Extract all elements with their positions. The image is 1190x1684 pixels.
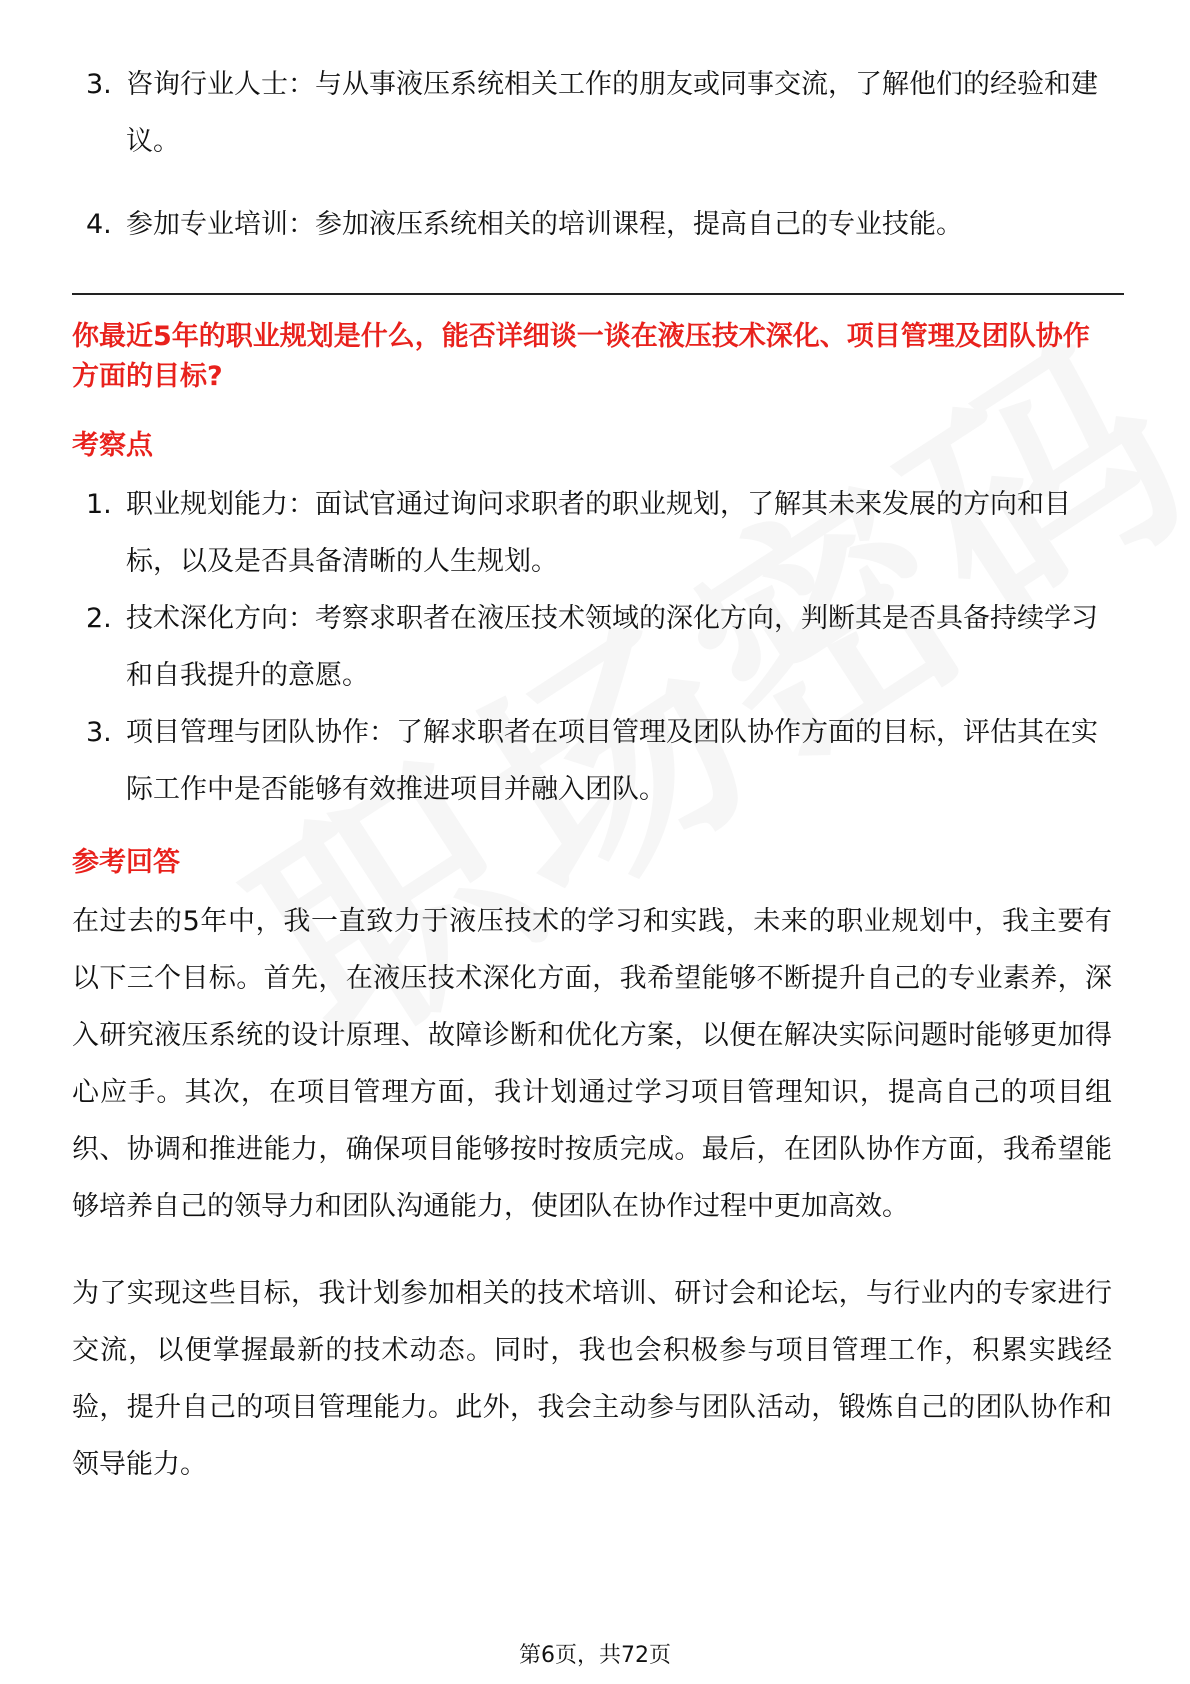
list-number: 1. (86, 488, 112, 520)
list-number: 2. (86, 602, 112, 634)
inspect-heading: 考察点 (72, 429, 153, 461)
list-item (72, 590, 1112, 704)
answer-heading: 参考回答 (72, 846, 180, 878)
list-text: 技术深化方向：考察求职者在液压技术领域的深化方向，判断其是否具备持续学习和自我提升的意愿。 (126, 602, 1098, 691)
list-item (72, 196, 1112, 253)
page-footer: 第6页，共72页 (519, 1643, 671, 1668)
list-number: 3. (86, 716, 112, 748)
answer-paragraph: 在过去的5年中，我一直致力于液压技术的学习和实践，未来的职业规划中，我主要有以下三个目标。首先，在液压技术深化方面，我希望能够不断提升自己的专业素养，深入研究液压系统的设计原理、故障诊断和优化方案，以便在解决实际问题时能够更加得心应手。其次，在项目管理方面，我计划通过学习项目管理知识，提高自己的项目组织、协调和推进能力，确保项目能够按时按质完成。最后，在团队协作方面，我希望能够培养自己的领导力和团队沟通能力，使团队在协作过程中更加高效。 (72, 905, 1112, 1222)
list-item (72, 704, 1112, 818)
page-content (72, 56, 1112, 1493)
list-text: 职业规划能力：面试官通过询问求职者的职业规划，了解其未来发展的方向和目标，以及是否具备清晰的人生规划。 (126, 488, 1071, 577)
list-number: 4. (86, 209, 112, 240)
list-text: 参加专业培训：参加液压系统相关的培训课程，提高自己的专业技能。 (126, 209, 963, 240)
question-title: 你最近5年的职业规划是什么，能否详细谈一谈在液压技术深化、项目管理及团队协作方面的目标? (72, 320, 1090, 392)
list-number: 3. (86, 69, 112, 100)
list-item (72, 56, 1112, 170)
list-item (72, 476, 1112, 590)
list-text: 咨询行业人士：与从事液压系统相关工作的朋友或同事交流，了解他们的经验和建议。 (126, 69, 1098, 157)
section-divider (72, 293, 1124, 295)
list-text: 项目管理与团队协作：了解求职者在项目管理及团队协作方面的目标，评估其在实际工作中是否能够有效推进项目并融入团队。 (126, 716, 1098, 805)
answer-paragraph: 为了实现这些目标，我计划参加相关的技术培训、研讨会和论坛，与行业内的专家进行交流，以便掌握最新的技术动态。同时，我也会积极参与项目管理工作，积累实践经验，提升自己的项目管理能力。此外，我会主动参与团队活动，锻炼自己的团队协作和领导能力。 (72, 1277, 1112, 1480)
